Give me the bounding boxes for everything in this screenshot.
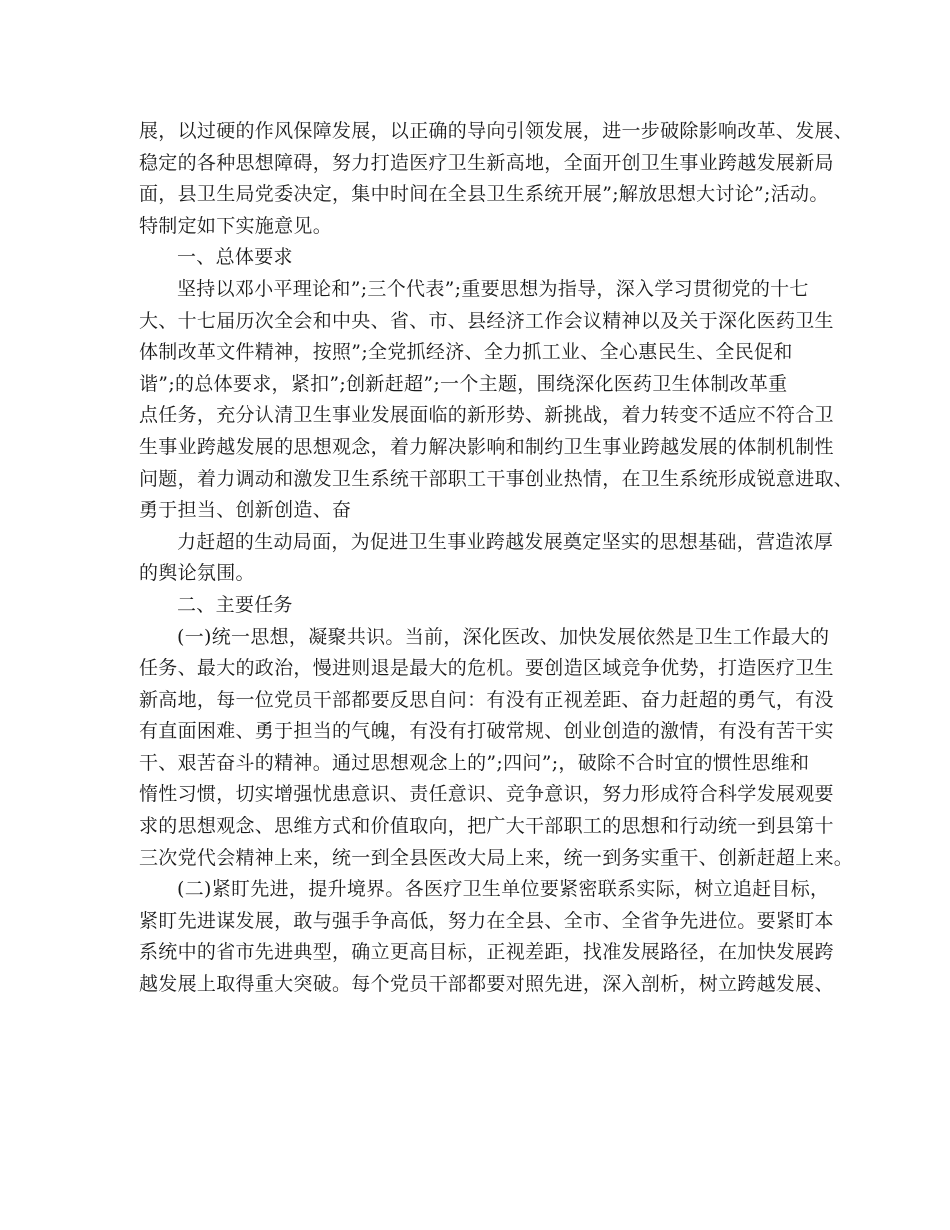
section-heading: 二、主要任务 xyxy=(177,593,293,616)
text-line: (一)统一思想，凝聚共识。当前，深化医改、加快发展依然是卫生工作最大的 xyxy=(177,625,830,648)
text-line: 干、艰苦奋斗的精神。通过思想观念上的”;四问”;，破除不合时宜的惯性思维和 xyxy=(139,751,810,774)
text-line: (二)紧盯先进，提升境界。各医疗卫生单位要紧密联系实际，树立追赶目标， xyxy=(177,878,830,901)
text-line: 体制改革文件精神，按照”;全党抓经济、全力抓工业、全心惠民生、全民促和 xyxy=(139,341,793,364)
text-line: 展，以过硬的作风保障发展，以正确的导向引领发展，进一步破除影响改革、发展、 xyxy=(139,120,854,142)
text-line: 谐”;的总体要求，紧扣”;创新赶超”;一个主题，围绕深化医药卫生体制改革重 xyxy=(139,372,788,395)
text-line: 三次党代会精神上来，统一到全县医改大局上来，统一到务实重干、创新赶超上来。 xyxy=(139,846,854,869)
text-line: 坚持以邓小平理论和”;三个代表”;重要思想为指导，深入学习贯彻党的十七 xyxy=(177,277,809,300)
text-line: 系统中的省市先进典型，确立更高目标，正视差距，找准发展路径，在加快发展跨 xyxy=(139,941,834,964)
text-line: 稳定的各种思想障碍，努力打造医疗卫生新高地，全面开创卫生事业跨越发展新局 xyxy=(139,151,834,174)
text-line: 力赶超的生动局面，为促进卫生事业跨越发展奠定坚实的思想基础，营造浓厚 xyxy=(177,530,834,553)
text-line: 特制定如下实施意见。 xyxy=(139,214,333,237)
text-line: 任务、最大的政治，慢进则退是最大的危机。要创造区域竞争优势，打造医疗卫生 xyxy=(139,657,834,680)
document-body xyxy=(139,116,854,1001)
text-line: 惰性习惯，切实增强忧患意识、责任意识、竞争意识，努力形成符合科学发展观要 xyxy=(139,783,834,806)
text-line: 勇于担当、创新创造、奋 xyxy=(139,499,352,522)
text-line: 面，县卫生局党委决定，集中时间在全县卫生系统开展”;解放思想大讨论”;活动。 xyxy=(139,183,829,206)
text-line: 的舆论氛围。 xyxy=(139,562,255,585)
text-line: 问题，着力调动和激发卫生系统干部职工干事创业热情，在卫生系统形成锐意进取、 xyxy=(139,467,854,490)
text-line: 点任务，充分认清卫生事业发展面临的新形势、新挑战，着力转变不适应不符合卫 xyxy=(139,404,834,427)
text-line: 新高地，每一位党员干部都要反思自问：有没有正视差距、奋力赶超的勇气，有没 xyxy=(139,688,834,711)
text-line: 紧盯先进谋发展，敢与强手争高低，努力在全县、全市、全省争先进位。要紧盯本 xyxy=(139,909,834,932)
text-line: 有直面困难、勇于担当的气魄，有没有打破常规、创业创造的激情，有没有苦干实 xyxy=(139,720,834,743)
text-line: 生事业跨越发展的思想观念，着力解决影响和制约卫生事业跨越发展的体制机制性 xyxy=(139,435,834,458)
text-line: 求的思想观念、思维方式和价值取向，把广大干部职工的思想和行动统一到县第十 xyxy=(139,815,834,838)
text-line: 大、十七届历次全会和中央、省、市、县经济工作会议精神以及关于深化医药卫生 xyxy=(139,309,834,332)
text-line: 越发展上取得重大突破。每个党员干部都要对照先进，深入剖析，树立跨越发展、 xyxy=(139,973,834,996)
section-heading: 一、总体要求 xyxy=(177,246,293,269)
